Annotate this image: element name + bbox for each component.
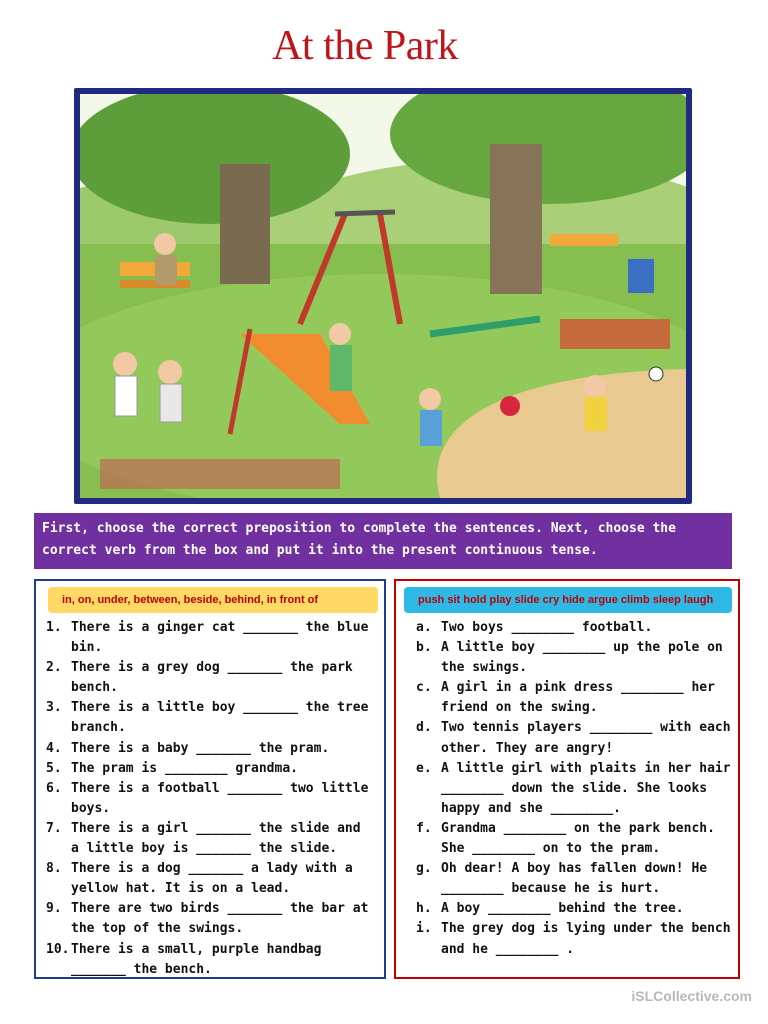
item-letter: h. bbox=[416, 901, 432, 917]
item-text: The grey dog is lying under the bench and he ________ . bbox=[441, 921, 731, 957]
item-number: 9. bbox=[46, 901, 62, 917]
item-number: 3. bbox=[46, 700, 62, 716]
list-item bbox=[416, 718, 734, 758]
item-number: 2. bbox=[46, 660, 62, 676]
list-item bbox=[46, 940, 376, 980]
list-item bbox=[46, 759, 376, 779]
preposition-exercise-box bbox=[34, 579, 386, 979]
list-item bbox=[416, 859, 734, 899]
instructions-banner: First, choose the correct preposition to complete the sentences. Next, choose the correct verb from the box and put it into the present continuous tense. bbox=[34, 513, 732, 569]
preposition-word-bank: in, on, under, between, beside, behind, in front of bbox=[48, 587, 378, 613]
item-text: Grandma ________ on the park bench. She ________ on to the pram. bbox=[441, 820, 715, 857]
verb-sentence-list bbox=[416, 618, 734, 960]
item-letter: e. bbox=[416, 760, 432, 776]
list-item bbox=[46, 658, 376, 698]
item-text: There is a football _______ two little boys. bbox=[71, 780, 369, 816]
park-scene-image bbox=[80, 94, 686, 498]
list-item bbox=[416, 919, 734, 959]
item-text: A girl in a pink dress ________ her friend on the swing. bbox=[441, 680, 715, 716]
list-item bbox=[416, 678, 734, 718]
item-text: There is a little boy _______ the tree branch. bbox=[71, 700, 369, 736]
list-item bbox=[416, 638, 734, 678]
list-item bbox=[46, 698, 376, 738]
page-title: At the Park bbox=[272, 23, 458, 69]
list-item bbox=[46, 819, 376, 859]
item-text: A boy ________ behind the tree. bbox=[441, 901, 684, 917]
item-text: There are two birds _______ the bar at the top of the swings. bbox=[71, 901, 369, 937]
item-letter: i. bbox=[416, 921, 432, 937]
item-number: 7. bbox=[46, 820, 62, 836]
item-number: 4. bbox=[46, 740, 62, 756]
list-item bbox=[416, 819, 734, 859]
preposition-sentence-list bbox=[46, 618, 376, 980]
list-item bbox=[416, 899, 734, 919]
item-text: A little girl with plaits in her hair ________ down the slide. She looks happy and she ________. bbox=[441, 760, 731, 816]
item-letter: c. bbox=[416, 680, 432, 696]
item-letter: a. bbox=[416, 620, 432, 635]
item-number: 5. bbox=[46, 760, 62, 776]
item-letter: d. bbox=[416, 720, 432, 736]
item-letter: b. bbox=[416, 640, 432, 656]
list-item bbox=[46, 899, 376, 939]
verb-exercise-box bbox=[394, 579, 740, 979]
item-number: 10. bbox=[46, 941, 70, 957]
item-letter: f. bbox=[416, 820, 432, 836]
item-number: 8. bbox=[46, 861, 62, 877]
item-number: 1. bbox=[46, 620, 62, 635]
item-text: The pram is ________ grandma. bbox=[71, 760, 298, 776]
item-text: There is a girl _______ the slide and a little boy is _______ the slide. bbox=[71, 820, 361, 857]
list-item bbox=[416, 759, 734, 819]
list-item bbox=[46, 618, 376, 658]
list-item bbox=[46, 779, 376, 819]
list-item bbox=[416, 618, 734, 638]
item-number: 6. bbox=[46, 780, 62, 796]
item-text: Two tennis players ________ with each other. They are angry! bbox=[441, 720, 731, 756]
item-text: There is a ginger cat _______ the blue bin. bbox=[71, 620, 369, 656]
item-text: A little boy ________ up the pole on the swings. bbox=[441, 640, 723, 676]
item-text: There is a grey dog _______ the park bench. bbox=[71, 660, 353, 696]
item-text: Oh dear! A boy has fallen down! He ________ because he is hurt. bbox=[441, 861, 708, 897]
item-letter: g. bbox=[416, 861, 432, 877]
site-watermark[interactable]: iSLCollective.com bbox=[631, 988, 752, 1004]
item-text: There is a small, purple handbag _______ the bench. bbox=[71, 941, 322, 977]
item-text: There is a baby _______ the pram. bbox=[71, 740, 330, 756]
list-item bbox=[46, 739, 376, 759]
verb-word-bank: push sit hold play slide cry hide argue climb sleep laugh bbox=[404, 587, 732, 613]
park-illustration bbox=[74, 88, 692, 504]
item-text: There is a dog _______ a lady with a yellow hat. It is on a lead. bbox=[71, 861, 353, 897]
list-item bbox=[46, 859, 376, 899]
item-text: Two boys ________ football. bbox=[441, 620, 653, 635]
